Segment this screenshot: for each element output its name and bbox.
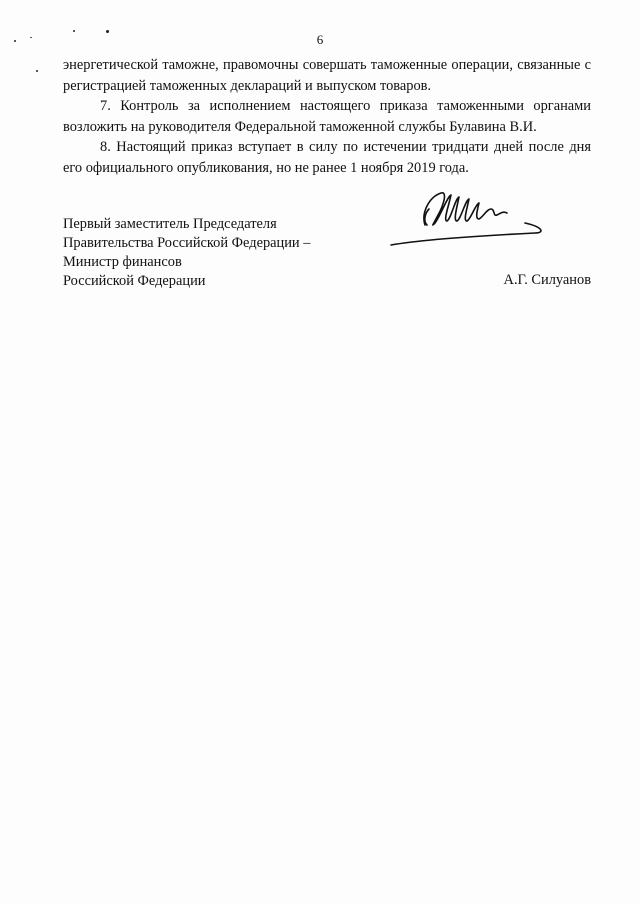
document-body — [63, 55, 591, 178]
position-line: Министр финансов — [63, 254, 182, 270]
scan-speck — [36, 70, 38, 72]
paragraph-item-8: 8. Настоящий приказ вступает в силу по истечении тридцати дней после дня его официального опубликования, но не ранее 1 ноября 2019 года. — [63, 139, 591, 176]
page-number: 6 — [316, 32, 324, 47]
paragraph-continuation: энергетической таможне, правомочны совершать таможенные операции, связанные с регистрацией таможенных деклараций и выпуском товаров. — [63, 57, 591, 94]
handwritten-signature-icon — [385, 183, 550, 253]
signer-name: А.Г. Силуанов — [503, 272, 591, 288]
signatory-position — [63, 215, 310, 291]
position-line: Правительства Российской Федерации – — [63, 235, 311, 251]
position-line: Первый заместитель Председателя — [63, 216, 277, 232]
position-line: Российской Федерации — [63, 273, 206, 289]
paragraph-item-7: 7. Контроль за исполнением настоящего приказа таможенными органами возложить на руководителя Федеральной таможенной службы Булавина В.И. — [63, 98, 591, 135]
